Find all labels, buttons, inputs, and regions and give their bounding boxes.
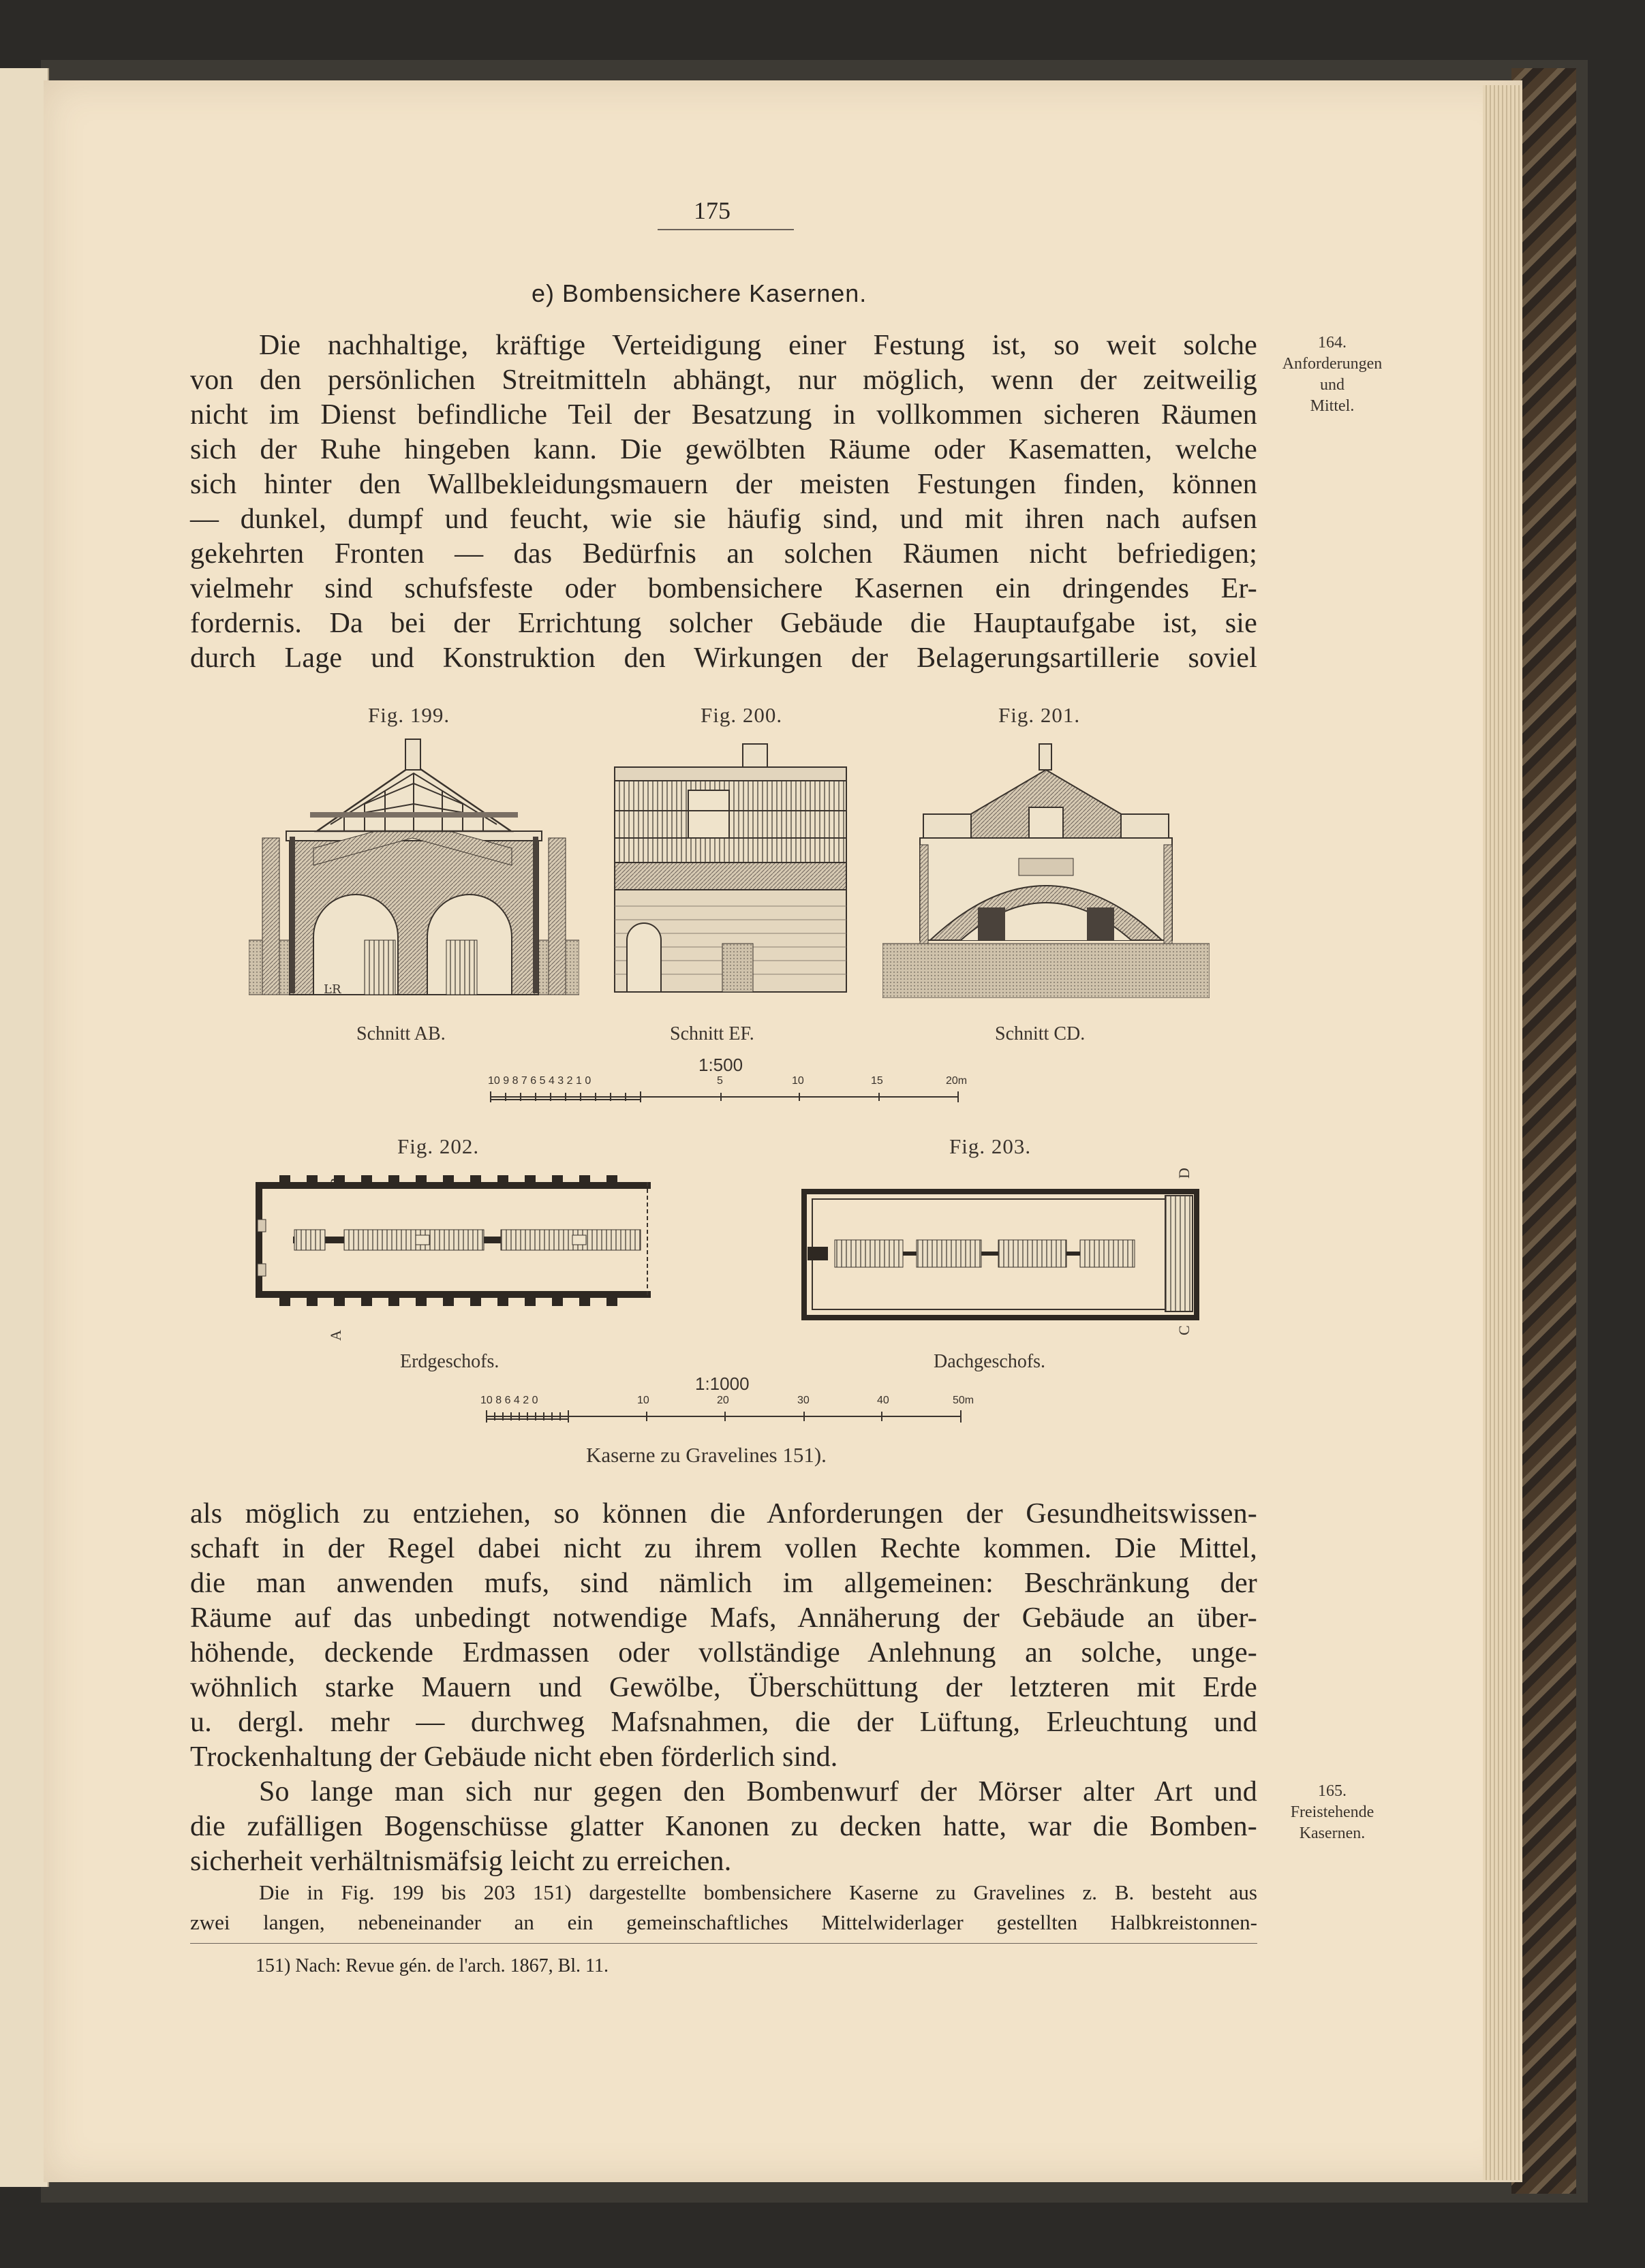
margin-note-line: und	[1320, 376, 1344, 394]
margin-note-line: Kasernen.	[1299, 1824, 1366, 1842]
scale-500-tick: 20m	[946, 1075, 968, 1087]
margin-note-number: 165.	[1318, 1782, 1347, 1800]
footnote-rule	[190, 1943, 1257, 1944]
section-mark-a: A	[327, 1330, 344, 1341]
text-line: durch Lage und Konstruktion den Wirkungen der Belagerungsartillerie soviel	[190, 642, 1257, 674]
text-line: wöhnlich starke Mauern und Gewölbe, Überschüttung der letzteren mit Erde	[190, 1672, 1257, 1703]
text-line: u. dergl. mehr — durchweg Mafsnahmen, die der Lüftung, Erleuchtung und	[190, 1707, 1257, 1738]
text-line: sich der Ruhe hingeben kann. Die gewölbten Räume oder Kasematten, welche	[190, 434, 1257, 465]
fig-202-drawing	[252, 1162, 654, 1349]
small-text-line: zwei langen, nebeneinander an ein gemeinschaftliches Mittelwiderlager gestellten Halbkreistonnen-	[190, 1910, 1257, 1934]
text-line: höhende, deckende Erdmassen oder vollständige Anlehnung an solche, unge-	[190, 1637, 1257, 1668]
scale-500-tick: 5	[717, 1075, 723, 1087]
scale-1000-tick: 10	[637, 1395, 649, 1406]
text-line: Die nachhaltige, kräftige Verteidigung einer Festung ist, so weit solche	[259, 330, 1257, 361]
text-line: — dunkel, dumpf und feucht, wie sie häufig sind, und mit ihren nach aufsen	[190, 503, 1257, 535]
margin-note-165	[1264, 1781, 1400, 1844]
fig-202-caption: Erdgeschofs.	[400, 1351, 499, 1372]
scale-1000-tick: 20	[717, 1395, 729, 1406]
fig-199-caption: Schnitt AB.	[356, 1023, 446, 1044]
text-line: die zufälligen Bogenschüsse glatter Kanonen zu decken hatte, war die Bomben-	[190, 1811, 1257, 1842]
margin-note-164	[1264, 332, 1400, 417]
text-line: So lange man sich nur gegen den Bombenwurf der Mörser alter Art und	[259, 1776, 1257, 1807]
page-number-rule	[658, 229, 794, 230]
section-heading: e) Bombensichere Kasernen.	[532, 279, 867, 307]
fig-202-label: Fig. 202.	[397, 1134, 480, 1158]
small-text-line: Die in Fig. 199 bis 203 151) dargestellte bombensichere Kaserne zu Gravelines z. B. besteht aus	[259, 1880, 1257, 1904]
section-mark-c: C	[1175, 1325, 1193, 1335]
scale-1000-tick: 50m	[953, 1395, 974, 1406]
fig-199-drawing	[249, 736, 579, 998]
text-line: Räume auf das unbedingt notwendige Mafs, Annäherung der Gebäude an über-	[190, 1602, 1257, 1634]
text-line: sich hinter den Wallbekleidungsmauern der meisten Festungen finden, können	[190, 469, 1257, 500]
scale-500-bar	[489, 1090, 959, 1104]
footnote: 151) Nach: Revue gén. de l'arch. 1867, Bl. 11.	[256, 1955, 609, 1976]
scale-1000-tick: 40	[877, 1395, 889, 1406]
fig-203-label: Fig. 203.	[949, 1134, 1032, 1158]
scale-1000-tick-left: 10 8 6 4 2 0	[480, 1395, 538, 1406]
fig-203-caption: Dachgeschofs.	[934, 1351, 1046, 1372]
text-line: vielmehr sind schufsfeste oder bombensichere Kasernen ein dringendes Er-	[190, 573, 1257, 604]
text-line: sicherheit verhältnismäfsig leicht zu erreichen.	[190, 1846, 732, 1877]
margin-note-number: 164.	[1318, 334, 1347, 352]
page-stack-edges	[1483, 85, 1522, 2180]
facing-page-edge	[0, 68, 49, 2187]
margin-note-line: Anforderungen	[1282, 355, 1383, 373]
svg-text:ĿR: ĿR	[324, 982, 341, 997]
scale-500-tick-left: 10 9 8 7 6 5 4 3 2 1 0	[488, 1075, 591, 1087]
fig-201-caption: Schnitt CD.	[995, 1023, 1086, 1044]
figure-group-caption: Kaserne zu Gravelines 151).	[586, 1443, 827, 1467]
fig-200-label: Fig. 200.	[701, 703, 783, 727]
text-line: als möglich zu entziehen, so können die Anforderungen der Gesundheitswissen-	[190, 1498, 1257, 1529]
fig-200-drawing	[613, 743, 848, 998]
scale-1000-bar	[485, 1409, 962, 1424]
margin-note-line: Mittel.	[1310, 397, 1355, 415]
fig-201-drawing	[882, 743, 1210, 998]
text-line: gekehrten Fronten — das Bedürfnis an solchen Räumen nicht befriedigen;	[190, 538, 1257, 570]
fig-201-label: Fig. 201.	[998, 703, 1081, 727]
page-number: 175	[694, 197, 731, 224]
text-line: Trockenhaltung der Gebäude nicht eben förderlich sind.	[190, 1741, 838, 1773]
text-line: fordernis. Da bei der Errichtung solcher Gebäude die Hauptaufgabe ist, sie	[190, 608, 1257, 639]
fig-203-drawing	[797, 1165, 1210, 1346]
text-line: nicht im Dienst befindliche Teil der Besatzung in vollkommen sicheren Räumen	[190, 399, 1257, 431]
scale-1000-tick: 30	[797, 1395, 810, 1406]
text-line: von den persönlichen Streitmitteln abhängt, nur möglich, wenn der zeitweilig	[190, 364, 1257, 396]
margin-note-line: Freistehende	[1290, 1803, 1374, 1821]
scale-500-tick: 15	[871, 1075, 883, 1087]
fig-200-caption: Schnitt EF.	[670, 1023, 754, 1044]
text-line: schaft in der Regel dabei nicht zu ihrem vollen Rechte kommen. Die Mittel,	[190, 1533, 1257, 1564]
text-line: die man anwenden mufs, sind nämlich im allgemeinen: Beschränkung der	[190, 1568, 1257, 1599]
scale-1000-ratio: 1:1000	[695, 1373, 750, 1394]
fig-199-label: Fig. 199.	[368, 703, 450, 727]
section-mark-d: D	[1175, 1168, 1193, 1179]
scale-500-ratio: 1:500	[698, 1055, 743, 1075]
scale-500-tick: 10	[792, 1075, 804, 1087]
